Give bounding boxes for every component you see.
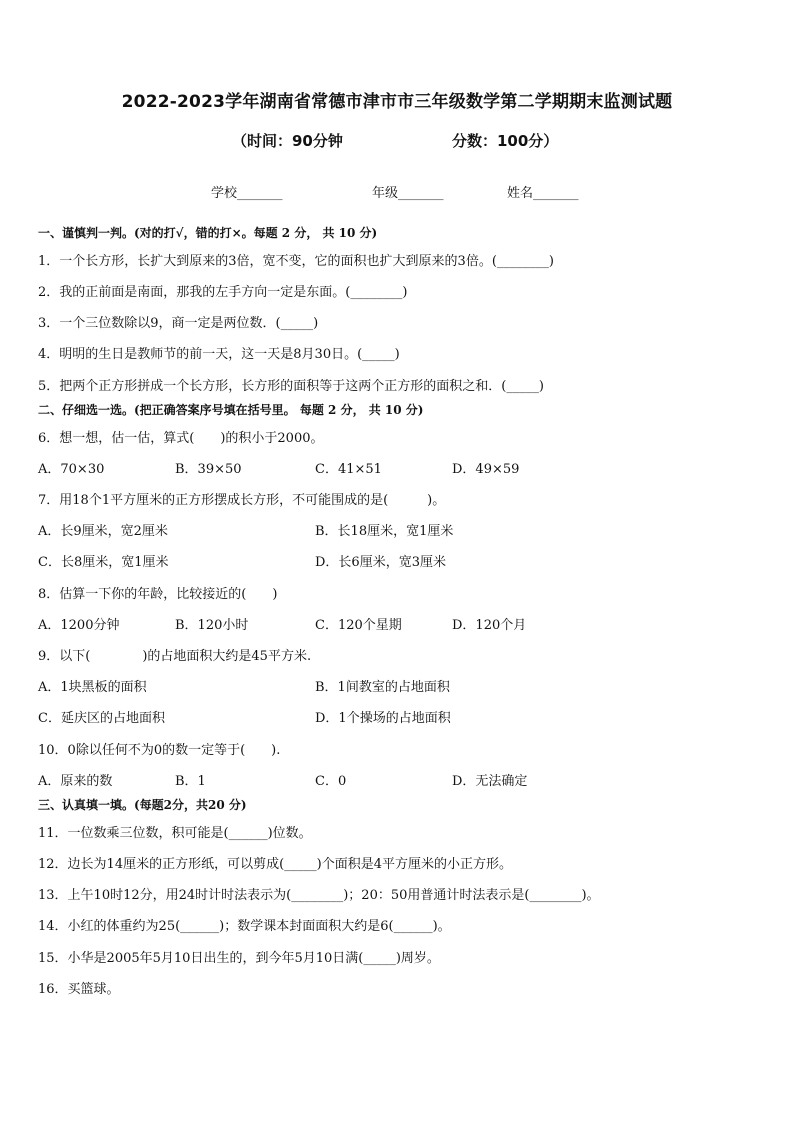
name-field: 姓名_______ xyxy=(507,186,579,201)
question-4: 4．明明的生日是教师节的前一天，这一天是8月30日。(_____) xyxy=(38,347,400,362)
q7-option-c: C．长8厘米，宽1厘米 xyxy=(38,555,169,570)
question-14: 14．小红的体重约为25(______)；数学课本封面面积大约是6(______)。 xyxy=(38,919,451,934)
exam-title: 2022-2023学年湖南省常德市津市市三年级数学第二学期期末监测试题 xyxy=(121,92,673,112)
grade-field: 年级_______ xyxy=(372,186,444,201)
question-6: 6．想一想，估一估，算式( )的积小于2000。 xyxy=(38,431,324,446)
question-5: 5．把两个正方形拼成一个长方形，长方形的面积等于这两个正方形的面积之和．(_____) xyxy=(38,379,544,394)
question-1: 1．一个长方形，长扩大到原来的3倍，宽不变，它的面积也扩大到原来的3倍。(________) xyxy=(38,254,554,269)
question-7: 7．用18个1平方厘米的正方形摆成长方形，不可能围成的是( )。 xyxy=(38,493,446,508)
question-12: 12．边长为14厘米的正方形纸，可以剪成(_____)个面积是4平方厘米的小正方形。 xyxy=(38,857,512,872)
q8-option-d: D．120个月 xyxy=(452,618,527,633)
question-2: 2．我的正前面是南面，那我的左手方向一定是东面。(________) xyxy=(38,285,408,300)
q10-option-b: B．1 xyxy=(175,774,206,789)
q6-option-d: D．49×59 xyxy=(452,462,520,477)
exam-time: （时间：90分钟 xyxy=(232,132,343,150)
question-16: 16．买篮球。 xyxy=(38,982,120,997)
q6-option-a: A．70×30 xyxy=(38,462,105,477)
question-13: 13．上午10时12分，用24时计时法表示为(________)；20：50用普通计时法表示是(________)。 xyxy=(38,888,600,903)
q8-option-c: C．120个星期 xyxy=(315,618,402,633)
q10-option-c: C．0 xyxy=(315,774,347,789)
q9-option-b: B．1间教室的占地面积 xyxy=(315,680,450,695)
question-10: 10．0除以任何不为0的数一定等于( ). xyxy=(38,743,281,758)
exam-score: 分数：100分） xyxy=(452,132,559,150)
q10-option-a: A．原来的数 xyxy=(38,774,113,789)
q6-option-b: B．39×50 xyxy=(175,462,242,477)
q9-option-a: A．1块黑板的面积 xyxy=(38,680,147,695)
q7-option-b: B．长18厘米，宽1厘米 xyxy=(315,524,454,539)
q10-option-d: D．无法确定 xyxy=(452,774,528,789)
question-15: 15．小华是2005年5月10日出生的，到今年5月10日满(_____)周岁。 xyxy=(38,951,440,966)
q9-option-c: C．延庆区的占地面积 xyxy=(38,711,165,726)
section2-heading: 二、仔细选一选。(把正确答案序号填在括号里。 每题 2 分， 共 10 分) xyxy=(38,403,424,417)
q7-option-d: D．长6厘米，宽3厘米 xyxy=(315,555,446,570)
section3-heading: 三、认真填一填。(每题2分，共20 分) xyxy=(38,798,247,812)
question-9: 9．以下( )的占地面积大约是45平方米. xyxy=(38,649,312,664)
question-3: 3．一个三位数除以9，商一定是两位数．(_____) xyxy=(38,316,319,331)
question-11: 11．一位数乘三位数，积可能是(______)位数。 xyxy=(38,826,312,841)
section1-heading: 一、谨慎判一判。(对的打√，错的打×。每题 2 分， 共 10 分) xyxy=(38,226,378,240)
q9-option-d: D．1个操场的占地面积 xyxy=(315,711,451,726)
school-field: 学校_______ xyxy=(211,186,283,201)
question-8: 8．估算一下你的年龄，比较接近的( ) xyxy=(38,587,278,602)
q6-option-c: C．41×51 xyxy=(315,462,382,477)
q7-option-a: A．长9厘米，宽2厘米 xyxy=(38,524,168,539)
q8-option-a: A．1200分钟 xyxy=(38,618,120,633)
q8-option-b: B．120小时 xyxy=(175,618,249,633)
